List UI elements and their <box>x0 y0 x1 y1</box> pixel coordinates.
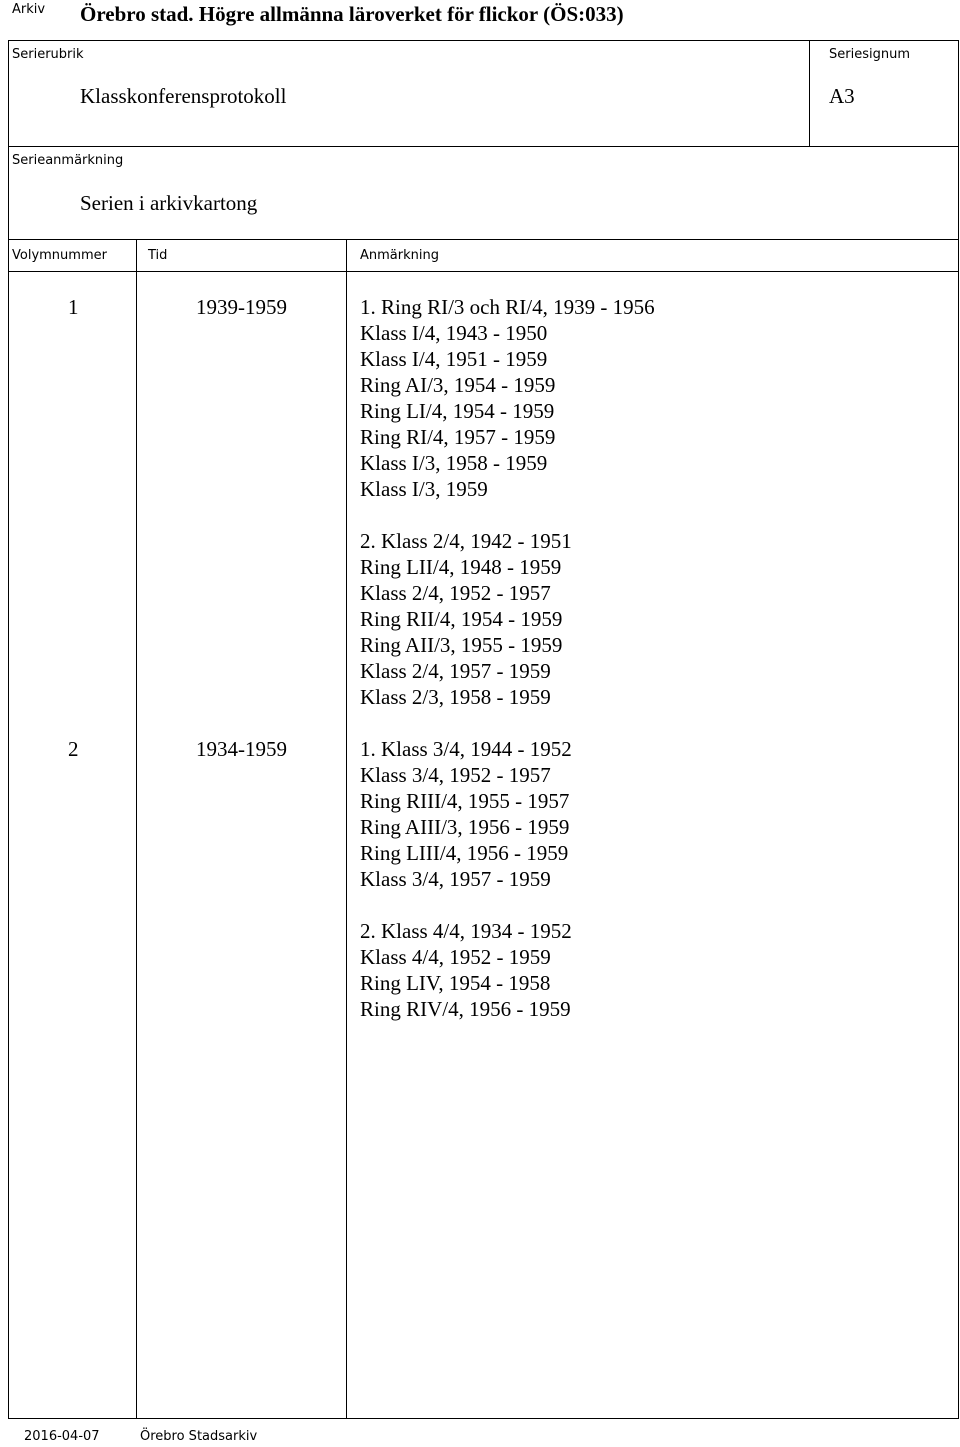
table-right-border <box>958 271 959 1419</box>
entry-line: Klass I/4, 1951 - 1959 <box>360 347 548 371</box>
entry-line: Ring AI/3, 1954 - 1959 <box>360 373 556 397</box>
entry-line: Klass 3/4, 1957 - 1959 <box>360 867 551 891</box>
volume-tid: 1934-1959 <box>196 737 287 761</box>
seriesignum-value: A3 <box>829 84 855 108</box>
column-divider-1 <box>136 240 137 1419</box>
columns-header-divider <box>8 271 959 272</box>
volume-1-group-2 <box>360 528 572 710</box>
entry-line: Klass 2/4, 1952 - 1957 <box>360 581 551 605</box>
entry-line: Ring LIII/4, 1956 - 1959 <box>360 841 569 865</box>
entry-line: Ring RI/4, 1957 - 1959 <box>360 425 556 449</box>
series-row-divider <box>8 146 959 147</box>
entry-line: Ring RIII/4, 1955 - 1957 <box>360 789 570 813</box>
column-header-tid: Tid <box>148 248 168 263</box>
table-bottom-border <box>8 1418 959 1419</box>
seriesignum-label: Seriesignum <box>829 47 910 62</box>
entry-line: Ring LI/4, 1954 - 1959 <box>360 399 555 423</box>
entry-line: 1. Klass 3/4, 1944 - 1952 <box>360 737 572 761</box>
volume-1-group-1 <box>360 294 655 502</box>
footer-organization: Örebro Stadsarkiv <box>140 1429 258 1444</box>
entry-line: Ring RIV/4, 1956 - 1959 <box>360 997 571 1021</box>
entry-line: Klass 4/4, 1952 - 1959 <box>360 945 551 969</box>
series-box-right <box>958 40 959 272</box>
entry-line: Klass I/3, 1958 - 1959 <box>360 451 548 475</box>
volume-2-group-1 <box>360 736 572 892</box>
table-left-border <box>8 271 9 1419</box>
entry-line: Klass I/3, 1959 <box>360 477 488 501</box>
volume-number: 2 <box>68 737 79 761</box>
volume-number: 1 <box>68 295 79 319</box>
serierubrik-value: Klasskonferensprotokoll <box>80 84 287 108</box>
column-header-volymnummer: Volymnummer <box>12 248 107 263</box>
serieanmarkning-label: Serieanmärkning <box>12 153 124 168</box>
column-divider-2 <box>346 240 347 1419</box>
series-signum-divider <box>809 40 810 147</box>
series-box-left <box>8 40 9 272</box>
entry-line: 2. Klass 4/4, 1934 - 1952 <box>360 919 572 943</box>
arkiv-title: Örebro stad. Högre allmänna läroverket för flickor (ÖS:033) <box>80 2 624 26</box>
entry-line: Klass 2/3, 1958 - 1959 <box>360 685 551 709</box>
entry-line: Klass 3/4, 1952 - 1957 <box>360 763 551 787</box>
entry-line: 1. Ring RI/3 och RI/4, 1939 - 1956 <box>360 295 655 319</box>
series-anm-divider <box>8 239 959 240</box>
arkiv-label: Arkiv <box>12 2 46 17</box>
series-box-top <box>8 40 959 41</box>
serierubrik-label: Serierubrik <box>12 47 84 62</box>
serieanmarkning-value: Serien i arkivkartong <box>80 191 258 215</box>
entry-line: Ring AIII/3, 1956 - 1959 <box>360 815 570 839</box>
volume-2-group-2 <box>360 918 572 1022</box>
footer-date: 2016-04-07 <box>24 1429 100 1444</box>
entry-line: Klass I/4, 1943 - 1950 <box>360 321 548 345</box>
entry-line: Klass 2/4, 1957 - 1959 <box>360 659 551 683</box>
entry-line: Ring AII/3, 1955 - 1959 <box>360 633 563 657</box>
column-header-anmarkning: Anmärkning <box>360 248 439 263</box>
entry-line: 2. Klass 2/4, 1942 - 1951 <box>360 529 572 553</box>
volume-tid: 1939-1959 <box>196 295 287 319</box>
entry-line: Ring RII/4, 1954 - 1959 <box>360 607 563 631</box>
entry-line: Ring LIV, 1954 - 1958 <box>360 971 551 995</box>
entry-line: Ring LII/4, 1948 - 1959 <box>360 555 562 579</box>
